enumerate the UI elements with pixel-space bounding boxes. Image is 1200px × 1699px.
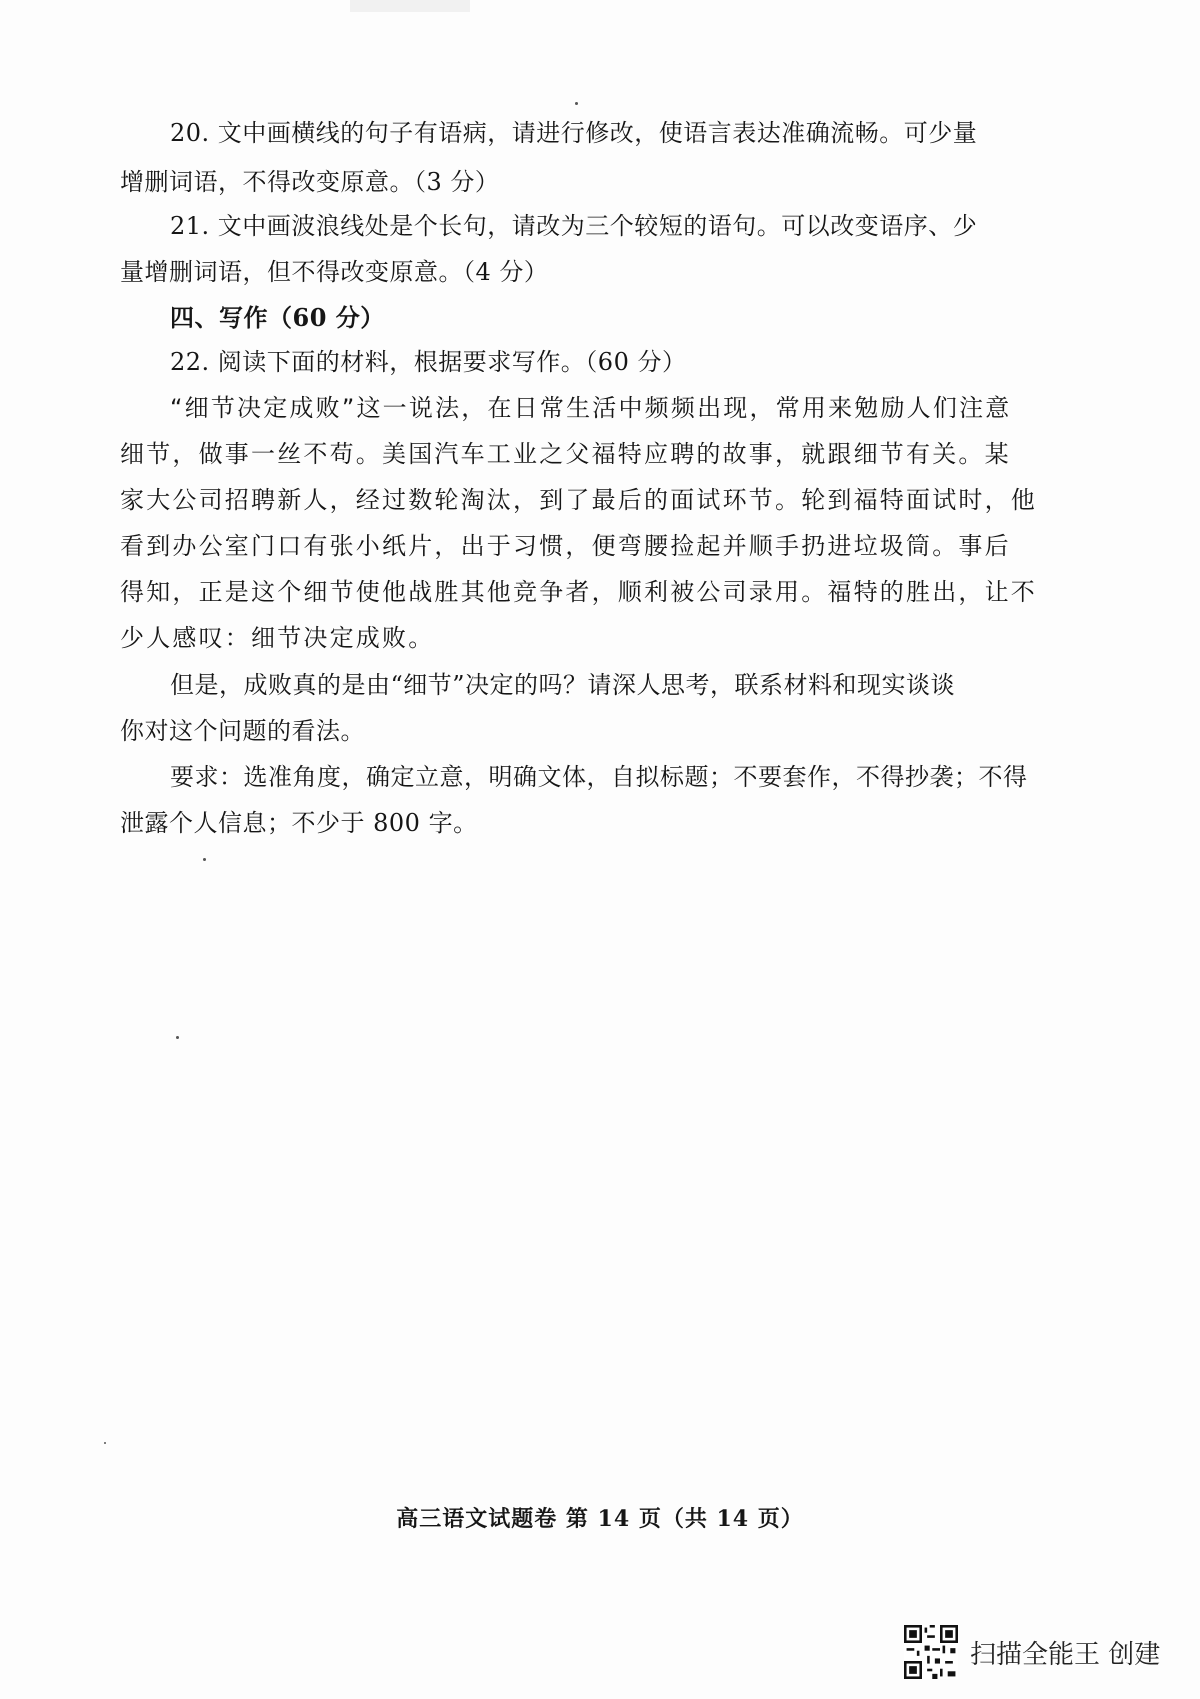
scan-speck xyxy=(104,1442,106,1444)
material-line-3: 家大公司招聘新人，经过数轮淘汰，到了最后的面试环节。轮到福特面试时，他 xyxy=(120,486,1037,514)
requirements-line-1: 要求：选准角度，确定立意，明确文体，自拟标题；不要套作，不得抄袭；不得 xyxy=(170,763,1028,791)
scan-speck xyxy=(575,102,578,105)
watermark-text: 扫描全能王 创建 xyxy=(970,1640,1161,1670)
material-line-4: 看到办公室门口有张小纸片，出于习惯，便弯腰捡起并顺手扔进垃圾筒。事后 xyxy=(120,532,1011,560)
scan-speck xyxy=(203,858,206,861)
question-line-1: 但是，成败真的是由“细节”决定的吗？请深人思考，联系材料和现实谈谈 xyxy=(170,671,956,699)
q22-prompt: 22. 阅读下面的材料，根据要求写作。（60 分） xyxy=(170,348,687,376)
material-line-6: 少人感叹：细节决定成败。 xyxy=(120,624,435,652)
material-line-5: 得知，正是这个细节使他战胜其他竞争者，顺利被公司录用。福特的胜出，让不 xyxy=(120,578,1037,606)
section-writing-heading: 四、写作（60 分） xyxy=(170,303,385,332)
qr-code-icon xyxy=(904,1625,958,1679)
scan-speck xyxy=(176,1036,179,1039)
material-line-1: “细节决定成败”这一说法，在日常生活中频频出现，常用来勉励人们注意 xyxy=(170,394,1012,422)
requirements-line-2: 泄露个人信息；不少于 800 字。 xyxy=(120,809,478,837)
q21-line-1: 21. 文中画波浪线处是个长句，请改为三个较短的语句。可以改变语序、少 xyxy=(170,212,978,240)
q20-line-2: 增删词语，不得改变原意。（3 分） xyxy=(120,168,500,196)
scanner-watermark xyxy=(904,1621,1184,1683)
page-footer: 高三语文试题卷 第 14 页（共 14 页） xyxy=(396,1506,804,1532)
question-line-2: 你对这个问题的看法。 xyxy=(120,717,365,745)
scan-smudge xyxy=(350,0,470,12)
q20-line-1: 20. 文中画横线的句子有语病，请进行修改，使语言表达准确流畅。可少量 xyxy=(170,119,978,147)
material-line-2: 细节，做事一丝不苟。美国汽车工业之父福特应聘的故事，就跟细节有关。某 xyxy=(120,440,1011,468)
q21-line-2: 量增删词语，但不得改变原意。（4 分） xyxy=(120,258,549,286)
